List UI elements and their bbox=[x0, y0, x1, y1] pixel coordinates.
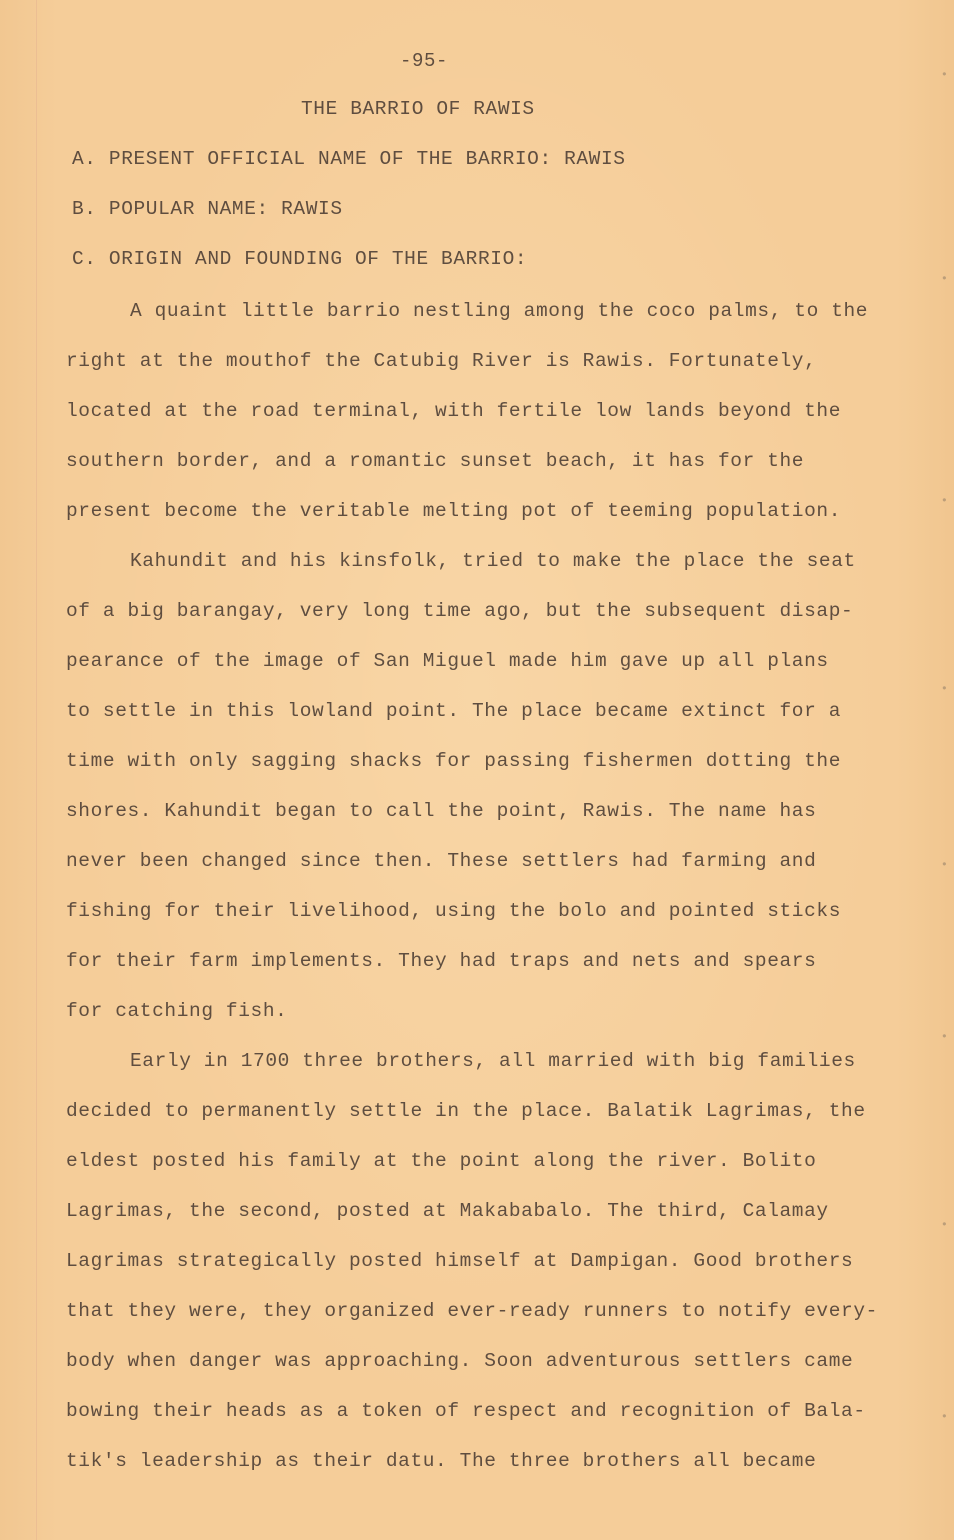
paper-speck-mark: • bbox=[940, 1410, 948, 1424]
text-line: present become the veritable melting pot of teeming population. bbox=[66, 500, 842, 522]
text-line: right at the mouthof the Catubig River is Rawis. Fortunately, bbox=[66, 350, 817, 372]
paper-speck-mark: • bbox=[940, 494, 948, 508]
page-margin-line bbox=[36, 0, 37, 1540]
text-line: for catching fish. bbox=[66, 1000, 288, 1022]
text-line: fishing for their livelihood, using the bolo and pointed sticks bbox=[66, 900, 842, 922]
text-line: Lagrimas strategically posted himself at Dampigan. Good brothers bbox=[66, 1250, 854, 1272]
text-line: decided to permanently settle in the place. Balatik Lagrimas, the bbox=[66, 1100, 866, 1122]
paper-speck-mark: • bbox=[940, 1218, 948, 1232]
text-line: Early in 1700 three brothers, all married with big families bbox=[130, 1050, 856, 1072]
text-line: located at the road terminal, with fertile low lands beyond the bbox=[66, 400, 842, 422]
paper-speck-mark: • bbox=[940, 682, 948, 696]
text-line: A quaint little barrio nestling among the coco palms, to the bbox=[130, 300, 869, 322]
text-line: to settle in this lowland point. The place became extinct for a bbox=[66, 700, 842, 722]
text-line: never been changed since then. These settlers had farming and bbox=[66, 850, 817, 872]
text-line: body when danger was approaching. Soon adventurous settlers came bbox=[66, 1350, 854, 1372]
text-line: southern border, and a romantic sunset beach, it has for the bbox=[66, 450, 805, 472]
heading-origin: C. ORIGIN AND FOUNDING OF THE BARRIO: bbox=[72, 248, 528, 270]
text-line: Lagrimas, the second, posted at Makababalo. The third, Calamay bbox=[66, 1200, 829, 1222]
text-line: eldest posted his family at the point along the river. Bolito bbox=[66, 1150, 817, 1172]
paper-speck-mark: • bbox=[940, 272, 948, 286]
paper-speck-mark: • bbox=[940, 858, 948, 872]
text-line: of a big barangay, very long time ago, but the subsequent disap- bbox=[66, 600, 854, 622]
heading-popular-name: B. POPULAR NAME: RAWIS bbox=[72, 198, 343, 220]
paper-speck-mark: • bbox=[940, 1030, 948, 1044]
text-line: shores. Kahundit began to call the point, Rawis. The name has bbox=[66, 800, 817, 822]
text-line: bowing their heads as a token of respect and recognition of Bala- bbox=[66, 1400, 866, 1422]
text-line: that they were, they organized ever-ready runners to notify every- bbox=[66, 1300, 878, 1322]
text-line: time with only sagging shacks for passing fishermen dotting the bbox=[66, 750, 842, 772]
text-line: pearance of the image of San Miguel made him gave up all plans bbox=[66, 650, 829, 672]
text-line: for their farm implements. They had traps and nets and spears bbox=[66, 950, 817, 972]
text-line: Kahundit and his kinsfolk, tried to make the place the seat bbox=[130, 550, 856, 572]
document-title: THE BARRIO OF RAWIS bbox=[301, 98, 535, 120]
text-line: tik's leadership as their datu. The three brothers all became bbox=[66, 1450, 817, 1472]
page-number: -95- bbox=[400, 50, 449, 72]
heading-official-name: A. PRESENT OFFICIAL NAME OF THE BARRIO: RAWIS bbox=[72, 148, 626, 170]
paper-speck-mark: • bbox=[940, 68, 948, 82]
